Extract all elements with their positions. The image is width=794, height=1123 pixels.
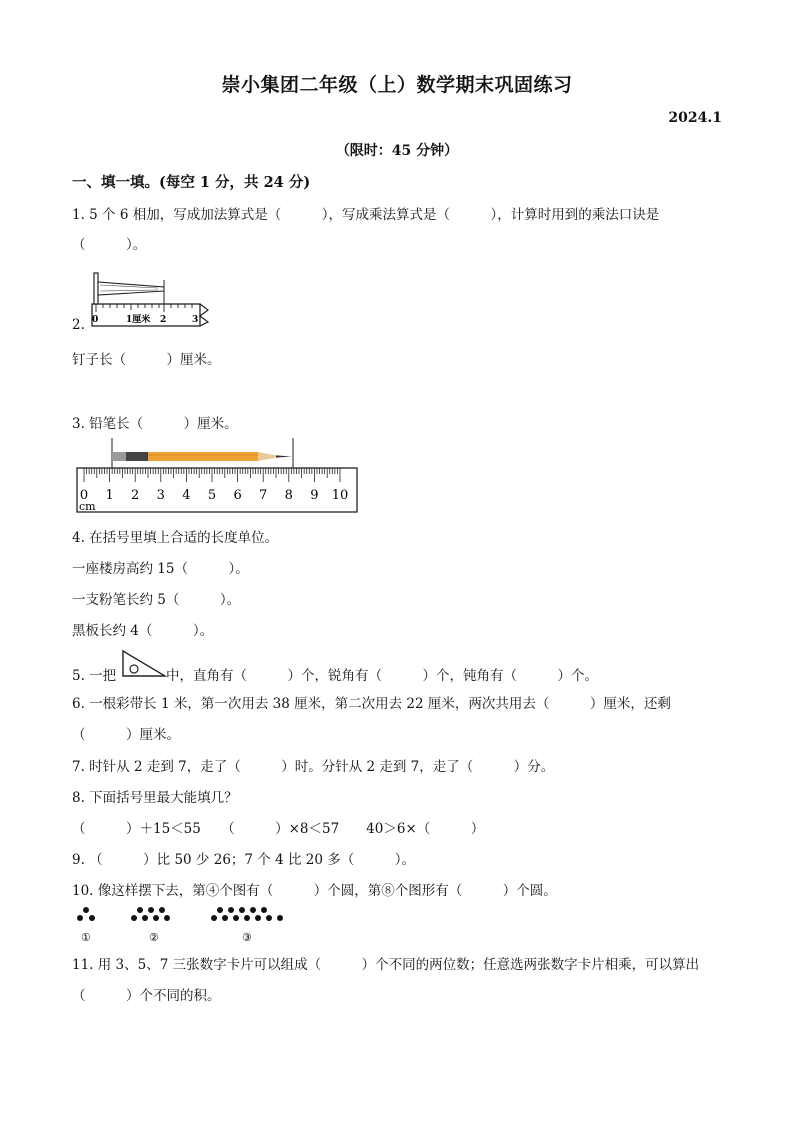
cm-ruler-label: 6 bbox=[233, 488, 242, 503]
question-5-text: 中，直角有（ ）个，锐角有（ ）个，钝角有（ ）个。 bbox=[166, 668, 598, 684]
dot-figure-label-2: ② bbox=[149, 931, 159, 944]
question-4-item-b: 一支粉笔长约 5（ ）。 bbox=[72, 592, 241, 608]
question-6-line-1: 6. 一根彩带长 1 米，第一次用去 38 厘米，第二次用去 22 厘米，两次共用去（ ）厘米，还剩 bbox=[72, 696, 671, 712]
cm-ruler-label: 4 bbox=[182, 488, 191, 503]
cm-ruler-label: 8 bbox=[284, 488, 293, 503]
question-4-item-c: 黑板长约 4（ ）。 bbox=[72, 623, 214, 639]
ruler-break-edge bbox=[200, 304, 208, 326]
section-heading: 一、填一填。(每空 1 分，共 24 分) bbox=[72, 174, 311, 191]
question-4-title: 4. 在括号里填上合适的长度单位。 bbox=[72, 530, 279, 546]
question-11-line-1: 11. 用 3、5、7 三张数字卡片可以组成（ ）个不同的两位数；任意选两张数字卡片相乘，可以算出 bbox=[72, 957, 700, 973]
question-2-number: 2. bbox=[72, 317, 85, 333]
dot-pattern-figure bbox=[72, 902, 292, 946]
question-8-expressions: （ ）＋15＜55 （ ）×8＜57 40＞6×（ ） bbox=[72, 821, 485, 837]
dot-figure-3 bbox=[211, 907, 283, 921]
question-3-text: 3. 铅笔长（ ）厘米。 bbox=[72, 416, 238, 432]
pencil-eraser bbox=[112, 452, 126, 461]
question-6-line-2: （ ）厘米。 bbox=[72, 727, 180, 743]
question-9: 9. （ ）比 50 少 26；7 个 4 比 20 多（ ）。 bbox=[72, 852, 415, 868]
pencil-ruler-figure bbox=[72, 436, 362, 516]
nail-shaft bbox=[98, 282, 164, 295]
cm-ruler-label: 3 bbox=[156, 488, 165, 503]
cm-ruler-label: 10 bbox=[331, 488, 349, 503]
nail-ruler-figure bbox=[88, 270, 213, 332]
pencil-body bbox=[148, 452, 258, 461]
set-square-icon bbox=[120, 648, 168, 680]
dot-figure-2 bbox=[131, 907, 170, 921]
question-2-text: 钉子长（ ）厘米。 bbox=[72, 352, 221, 368]
dot-figure-label-3: ③ bbox=[242, 931, 252, 944]
question-1-line-1: 1. 5 个 6 相加，写成加法算式是（ ），写成乘法算式是（ ），计算时用到的乘法口诀是 bbox=[72, 207, 660, 223]
question-5-prefix: 5. 一把 bbox=[72, 668, 117, 684]
pencil-ferrule bbox=[126, 452, 148, 461]
cm-ruler-label: 5 bbox=[207, 488, 217, 503]
cm-ruler-label: 7 bbox=[259, 488, 268, 503]
ruler-label-2: 2 bbox=[160, 315, 167, 325]
ruler-label-0: 0 bbox=[92, 315, 99, 325]
exam-date: 2024.1 bbox=[668, 110, 722, 126]
cm-unit-label: cm bbox=[79, 500, 96, 513]
cm-ruler-label: 2 bbox=[131, 488, 140, 503]
cm-ruler-label: 1 bbox=[105, 488, 114, 503]
cm-ruler-label: 0 bbox=[79, 488, 89, 503]
pencil-lead bbox=[276, 455, 292, 457]
dot-figure-label-1: ① bbox=[81, 931, 91, 944]
time-limit: （限时：45 分钟） bbox=[335, 143, 459, 159]
question-1-line-2: （ ）。 bbox=[72, 237, 147, 253]
question-11-line-2: （ ）个不同的积。 bbox=[72, 988, 221, 1004]
question-10: 10. 像这样摆下去，第④个图有（ ）个圆，第⑧个图形有（ ）个圆。 bbox=[72, 883, 557, 899]
ruler-label-3: 3 bbox=[192, 315, 199, 325]
question-8-title: 8. 下面括号里最大能填几？ bbox=[72, 790, 238, 806]
page-title: 崇小集团二年级（上）数学期末巩固练习 bbox=[221, 74, 573, 96]
question-7: 7. 时针从 2 走到 7，走了（ ）时。分针从 2 走到 7，走了（ ）分。 bbox=[72, 759, 555, 775]
question-4-item-a: 一座楼房高约 15（ ）。 bbox=[72, 561, 249, 577]
nail-head bbox=[94, 273, 98, 304]
cm-ruler-label: 9 bbox=[310, 488, 319, 503]
dot-figure-1 bbox=[77, 907, 95, 921]
ruler-label-1: 1厘米 bbox=[126, 315, 151, 325]
